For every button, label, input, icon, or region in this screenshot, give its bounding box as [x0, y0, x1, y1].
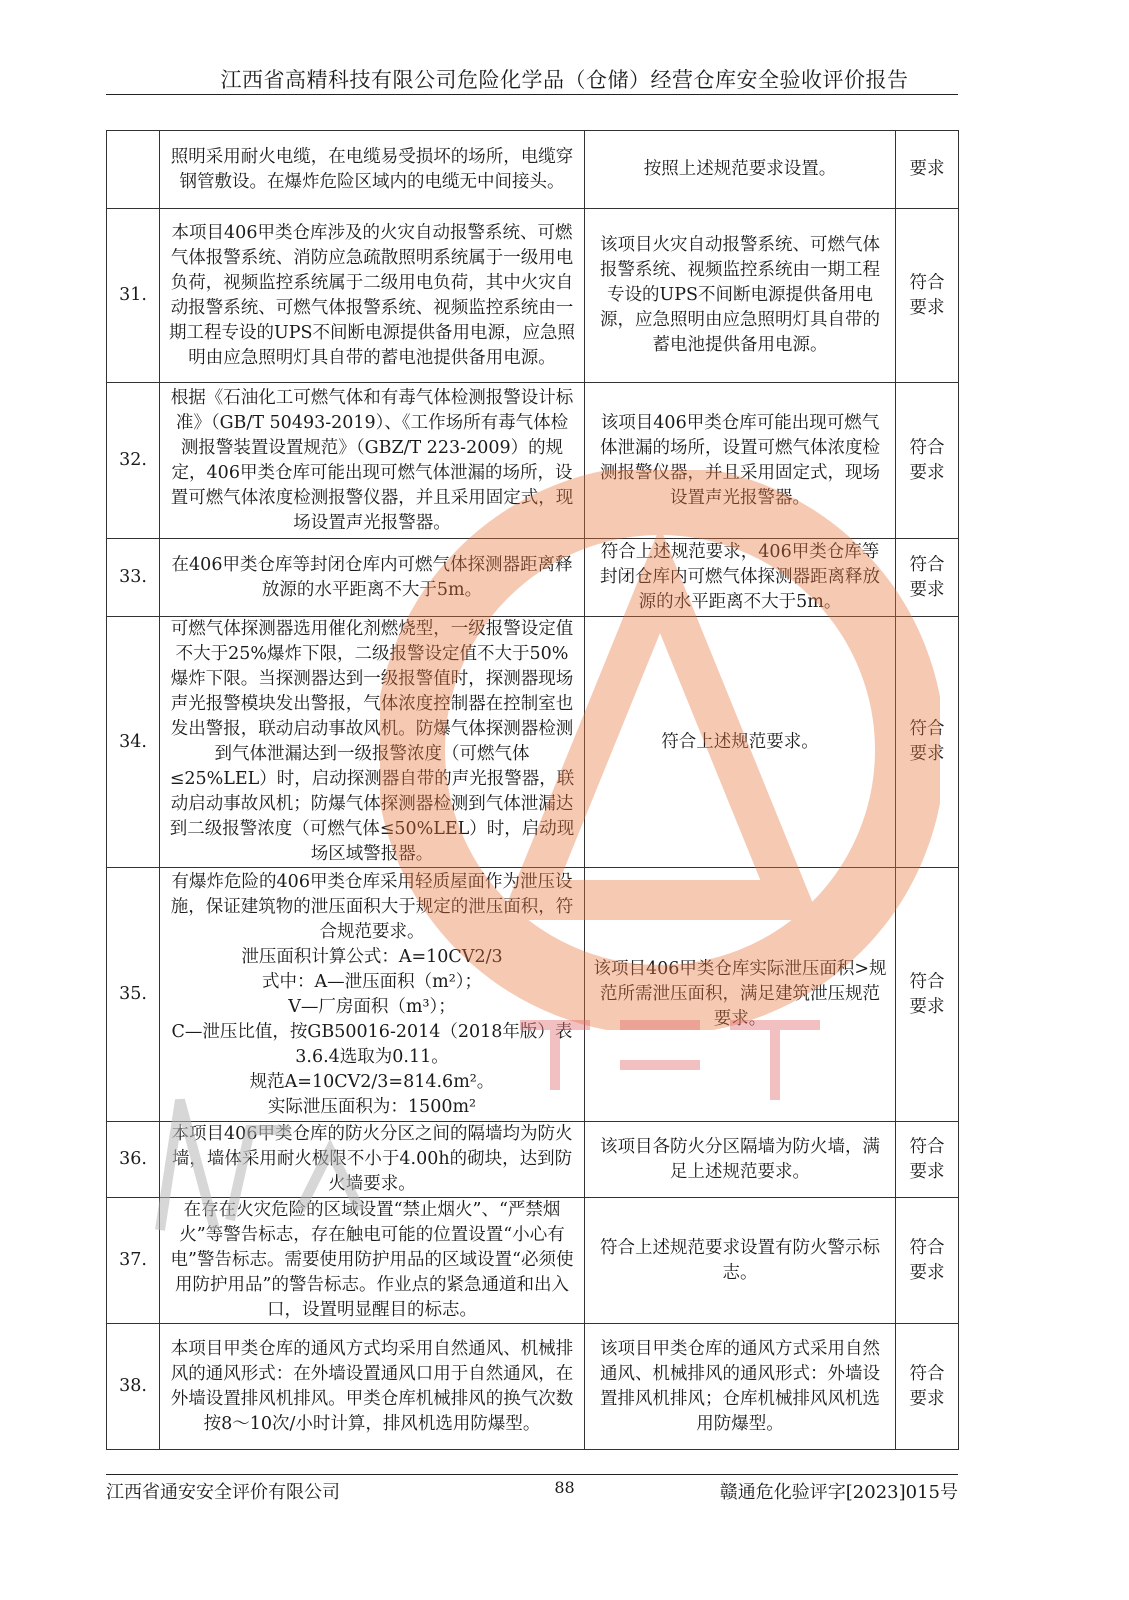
standard-requirement-text: 本项目406甲类仓库涉及的火灾自动报警系统、可燃气体报警系统、消防应急疏散照明系统属于一级用电负荷，视频监控系统属于二级用电负荷，其中火灾自动报警系统、可燃气体报警系统、视频监控系统由一期工程专设的UPS不间断电源提供备用电源，应急照明由应急照明灯具自带的蓄电池提供备用电源。	[168, 222, 575, 368]
actual-situation-cell: 按照上述规范要求设置。	[585, 131, 896, 209]
table-row	[107, 1324, 959, 1450]
compliance-result-cell: 符合要求	[896, 209, 959, 383]
standard-requirement-text: 本项目甲类仓库的通风方式均采用自然通风、机械排风的通风形式：在外墙设置通风口用于自然通风，在外墙设置排风机排风。甲类仓库机械排风的换气次数按8～10次/小时计算，排风机选用防爆型。	[170, 1338, 574, 1434]
standard-requirement-text: 规范A=10CV2/3=814.6m²。	[249, 1071, 495, 1092]
standard-requirement-text: 可燃气体探测器选用催化剂燃烧型，一级报警设定值不大于25%爆炸下限，二级报警设定值不大于50%爆炸下限。当探测器达到一级报警值时，探测器现场声光报警模块发出警报，气体浓度控制器在控制室也发出警报，联动启动事故风机。防爆气体探测器检测到气体泄漏达到一级报警浓度（可燃气体≤25%LEL）时，启动探测器自带的声光报警器，联动启动事故风机；防爆气体探测器检测到气体泄漏达到二级报警浓度（可燃气体≤50%LEL）时，启动现场区域警报器。	[169, 619, 575, 864]
actual-situation-cell: 该项目火灾自动报警系统、可燃气体报警系统、视频监控系统由一期工程专设的UPS不间断电源提供备用电源，应急照明由应急照明灯具自带的蓄电池提供备用电源。	[585, 209, 896, 383]
row-number: 37.	[107, 1198, 160, 1324]
page-header-title: 江西省高精科技有限公司危险化学品（仓储）经营仓库安全验收评价报告	[220, 68, 909, 92]
standard-requirement-cell	[160, 1324, 585, 1450]
standard-requirement-text: C—泄压比值，按GB50016-2014（2018年版）表3.6.4选取为0.11。	[171, 1021, 573, 1067]
row-number: 34.	[107, 617, 160, 868]
compliance-result-cell: 符合要求	[896, 383, 959, 539]
row-number: 33.	[107, 539, 160, 617]
actual-situation-cell: 该项目406甲类仓库可能出现可燃气体泄漏的场所，设置可燃气体浓度检测报警仪器，并且采用固定式，现场设置声光报警器。	[585, 383, 896, 539]
standard-requirement-text: 泄压面积计算公式：A=10CV2/3	[241, 946, 503, 967]
table-row	[107, 539, 959, 617]
standard-requirement-text: 根据《石油化工可燃气体和有毒气体检测报警设计标准》（GB/T 50493-2019）、《工作场所有毒气体检测报警装置设置规范》（GBZ/T 223-2009）的规定，406甲类仓库可能出现可燃气体泄漏的场所，设置可燃气体浓度检测报警仪器，并且采用固定式，现场设置声光报警器。	[170, 387, 574, 533]
footer-document-number: 赣通危化验评字[2023]015号	[719, 1482, 958, 1503]
row-number: 32.	[107, 383, 160, 539]
standard-requirement-cell	[160, 1198, 585, 1324]
standard-requirement-cell	[160, 868, 585, 1122]
actual-situation-cell: 符合上述规范要求设置有防火警示标志。	[585, 1198, 896, 1324]
standard-requirement-cell	[160, 1122, 585, 1198]
footer-divider	[106, 1474, 958, 1475]
standard-requirement-text: 在406甲类仓库等封闭仓库内可燃气体探测器距离释放源的水平距离不大于5m。	[171, 554, 573, 600]
row-number: 31.	[107, 209, 160, 383]
actual-situation-cell: 该项目406甲类仓库实际泄压面积>规范所需泄压面积，满足建筑泄压规范要求。	[585, 868, 896, 1122]
table-row	[107, 131, 959, 209]
compliance-result-cell: 符合要求	[896, 1324, 959, 1450]
standard-requirement-cell	[160, 617, 585, 868]
table-row	[107, 868, 959, 1122]
table-row	[107, 383, 959, 539]
evaluation-table	[106, 130, 959, 1450]
compliance-result-cell: 符合要求	[896, 617, 959, 868]
table-row	[107, 209, 959, 383]
standard-requirement-text: 式中：A—泄压面积（m²）；	[262, 971, 482, 992]
row-number	[107, 131, 160, 209]
standard-requirement-text: V—厂房面积（m³）；	[288, 996, 456, 1017]
standard-requirement-text: 在存在火灾危险的区域设置“禁止烟火”、“严禁烟火”等警告标志，存在触电可能的位置设置“小心有电”警告标志。需要使用防护用品的区域设置“必须使用防护用品”的警告标志。作业点的紧急通道和出入口，设置明显醒目的标志。	[170, 1200, 574, 1320]
actual-situation-cell: 该项目甲类仓库的通风方式采用自然通风、机械排风的通风形式：外墙设置排风机排风；仓库机械排风风机选用防爆型。	[585, 1324, 896, 1450]
row-number: 35.	[107, 868, 160, 1122]
page-number: 88	[554, 1478, 575, 1497]
standard-requirement-text: 本项目406甲类仓库的防火分区之间的隔墙均为防火墙，墙体采用耐火极限不小于4.00h的砌块，达到防火墙要求。	[171, 1124, 573, 1194]
standard-requirement-text: 有爆炸危险的406甲类仓库采用轻质屋面作为泄压设施，保证建筑物的泄压面积大于规定的泄压面积，符合规范要求。	[170, 871, 574, 942]
compliance-result-cell: 符合要求	[896, 539, 959, 617]
compliance-result-cell: 符合要求	[896, 1122, 959, 1198]
table-row	[107, 1198, 959, 1324]
compliance-result-cell: 要求	[896, 131, 959, 209]
compliance-result-cell: 符合要求	[896, 868, 959, 1122]
standard-requirement-cell	[160, 539, 585, 617]
table-row	[107, 617, 959, 868]
standard-requirement-text: 照明采用耐火电缆，在电缆易受损坏的场所，电缆穿钢管敷设。在爆炸危险区域内的电缆无中间接头。	[170, 146, 574, 192]
standard-requirement-cell	[160, 131, 585, 209]
row-number: 38.	[107, 1324, 160, 1450]
actual-situation-cell: 该项目各防火分区隔墙为防火墙，满足上述规范要求。	[585, 1122, 896, 1198]
compliance-result-cell: 符合要求	[896, 1198, 959, 1324]
row-number: 36.	[107, 1122, 160, 1198]
actual-situation-cell: 符合上述规范要求，406甲类仓库等封闭仓库内可燃气体探测器距离释放源的水平距离不大于5m。	[585, 539, 896, 617]
standard-requirement-cell	[160, 209, 585, 383]
footer-company: 江西省通安安全评价有限公司	[106, 1482, 340, 1503]
header-divider	[106, 94, 958, 95]
standard-requirement-text: 实际泄压面积为：1500m²	[267, 1096, 477, 1117]
actual-situation-cell: 符合上述规范要求。	[585, 617, 896, 868]
standard-requirement-cell	[160, 383, 585, 539]
table-row	[107, 1122, 959, 1198]
